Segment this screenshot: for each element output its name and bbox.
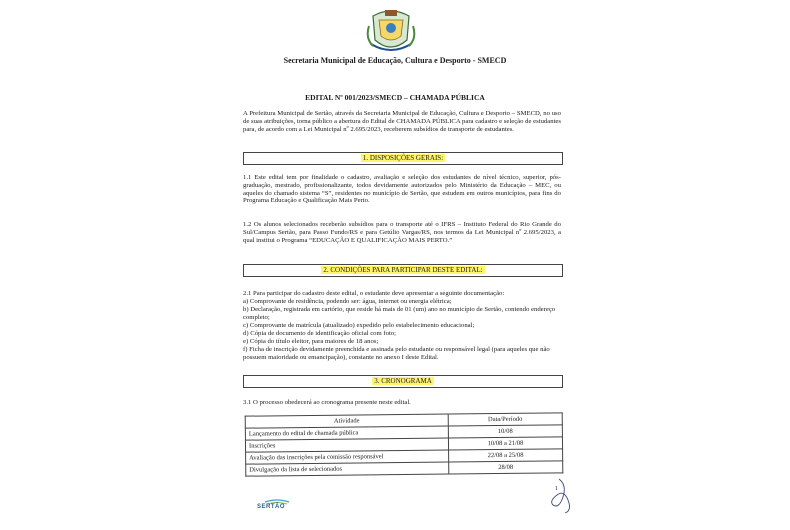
requirement-item: c) Comprovante de matrícula (atualizado) expedido pelo estabelecimento educacional; [243,322,475,329]
intro-paragraph: A Prefeitura Municipal de Sertão, através da Secretaria Municipal de Educação, Cultura e Desporto – SMECD, no uso de suas atribuições, torna público a abertura do Edital de CHAMADA PÚBLICA para cadastro e seleção de estudantes para, de acordo com a Lei Municipal nº 2.695/2023, receberem subsídios de transporte de estudantes. [243,110,561,133]
section-2-heading-box [243,264,563,277]
table-cell-activity: Avaliação das inscrições pela comissão responsável [246,450,449,464]
footer-logo-text: SERTÃO [257,504,286,510]
table-cell-activity: Inscrições [245,438,448,452]
schedule-table [245,412,564,476]
section-1-1-paragraph: 1.1 Este edital tem por finalidade o cadastro, avaliação e seleção dos estudantes de nível técnico, superior, pós-graduação, mestrado, profissionalizante, todos devidamente autorizados pelo Ministério da Educação – MEC, ou aqueles do chamado sistema “S”, residentes no município de Sertão, que estudem em outros municípios, para fins do Programa Educação e Qualificação Mais Perto. [243,174,561,205]
section-1-heading: 1. DISPOSIÇÕES GERAIS: [362,154,444,162]
requirement-item: b) Declaração, registrada em cartório, que reside há mais de 01 (um) ano no município de Sertão, contendo endereço completo; [243,306,556,321]
section-3-heading: 3. CRONOGRAMA [374,377,432,385]
requirement-item: d) Cópia de documento de identificação oficial com foto; [243,330,397,337]
requirement-item: a) Comprovante de residência, podendo ser: água, internet ou energia elétrica; [243,298,452,305]
section-2-1-intro: 2.1 Para participar do cadastro deste edital, o estudante deve apresentar a seguinte documentação: [243,290,505,297]
section-1-2-paragraph: 1.2 Os alunos selecionados receberão subsídios para o transporte até o IFRS – Instituto Federal do Rio Grande do Sul/Campus Sertão, para Passo Fundo/RS e para Getúlio Vargas/RS, nos termos da Lei Municipal nº 2.695/2023, a qual institui o Programa “EDUCAÇÃO E QUALIFICAÇÃO MAIS PERTO.” [243,221,561,244]
organization-name: Secretaria Municipal de Educação, Cultura e Desporto - SMECD [283,56,507,65]
table-cell-date: 28/08 [449,461,563,474]
table-header-date: Data/Período [448,413,562,426]
section-1-heading-box [243,152,563,165]
requirement-item: e) Cópia do título eleitor, para maiores de 18 anos; [243,338,379,345]
signature-mark [545,475,575,515]
municipal-crest-icon [365,6,417,56]
table-cell-date: 10/08 [448,425,562,438]
document-page [205,0,585,530]
table-cell-activity: Lançamento do edital de chamada pública [245,426,448,440]
edital-title: EDITAL Nº 001/2023/SMECD – CHAMADA PÚBLICA [305,93,485,102]
table-cell-activity: Divulgação da lista de selecionados [246,462,449,476]
page-number: 1 [555,486,558,492]
table-cell-date: 10/08 a 21/08 [448,437,562,450]
section-2-heading: 2. CONDIÇÕES PARA PARTICIPAR DESTE EDITAL: [323,266,483,274]
table-header-activity: Atividade [245,414,448,428]
section-3-1-intro: 3.1 O processo obedecerá ao cronograma presente neste edital. [243,399,411,406]
table-cell-date: 22/08 a 25/08 [448,449,562,462]
requirement-item: f) Ficha de inscrição devidamente preenchida e assinada pelo estudante ou responsável legal (para aqueles que não possuem maioridade ou emancipação), constante no anexo I deste Edital. [243,346,550,361]
table-row [246,461,563,476]
section-3-heading-box [243,375,563,388]
